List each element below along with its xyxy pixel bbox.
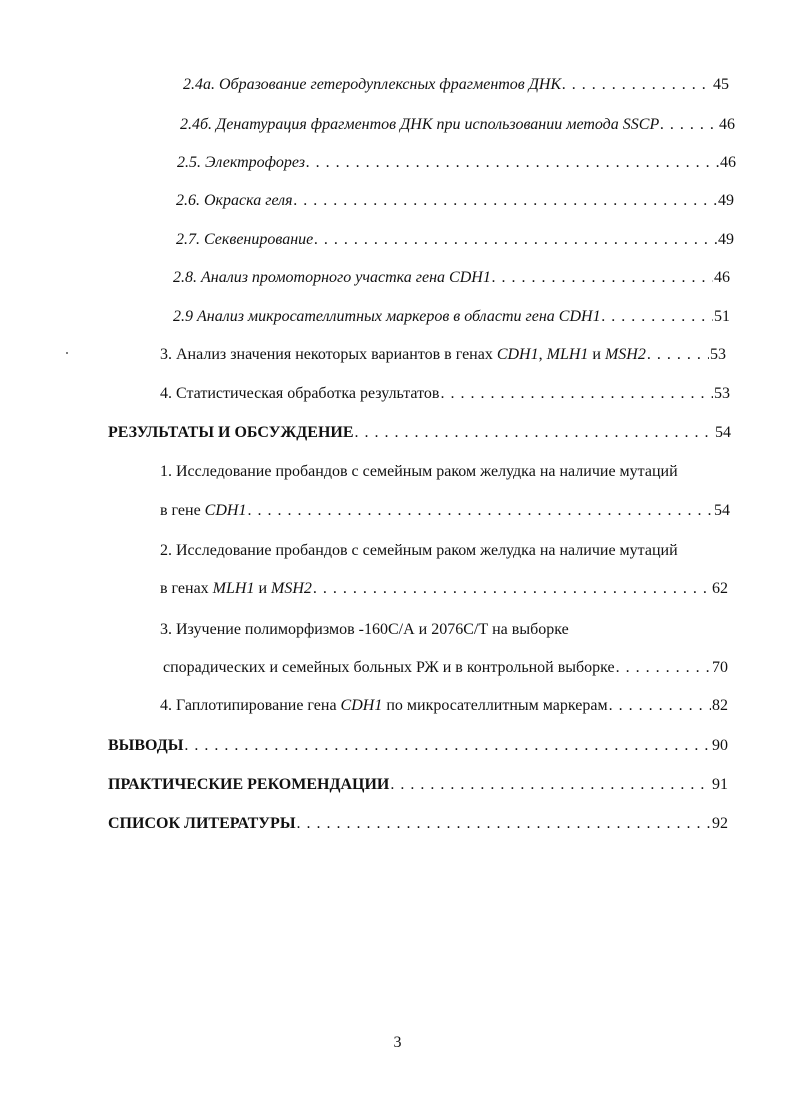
dot-leader (562, 75, 712, 95)
gene-name: MLH1 (212, 580, 255, 597)
toc-entry-page: 46 (714, 269, 730, 286)
separator: , (538, 346, 547, 363)
toc-entry-2-7 (176, 230, 734, 250)
dot-leader (492, 268, 713, 288)
toc-entry-prefix: в генах (160, 580, 213, 597)
toc-entry-text: 2.7. Секвенирование (176, 231, 314, 248)
toc-entry-text: ВЫВОДЫ (108, 737, 184, 754)
toc-entry-text (173, 307, 601, 327)
toc-entry-page: 92 (712, 815, 728, 832)
conjunction: и (254, 580, 272, 597)
dot-leader (602, 307, 713, 327)
toc-entry-r2-line1: 2. Исследование пробандов с семейным раком желудка на наличие мутаций (160, 542, 678, 559)
dot-leader (247, 501, 713, 521)
toc-entry-text: РЕЗУЛЬТАТЫ И ОБСУЖДЕНИЕ (108, 424, 354, 441)
toc-entry-2-5 (177, 153, 736, 173)
toc-entry-text: 2.4б. Денатурация фрагментов ДНК при использовании метода SSCP (180, 116, 660, 133)
dot-leader (355, 423, 714, 443)
toc-entry-text: 2.4а. Образование гетеродуплексных фрагментов ДНК (183, 76, 562, 93)
toc-entry-page: 46 (719, 116, 735, 133)
dot-leader (609, 696, 711, 716)
toc-entry-text: ПРАКТИЧЕСКИЕ РЕКОМЕНДАЦИИ (108, 776, 390, 793)
toc-entry-page: 45 (713, 76, 729, 93)
gene-name: CDH1 (340, 697, 383, 714)
toc-entry-page: 54 (715, 424, 731, 441)
dot-leader (313, 579, 711, 599)
toc-entry-page: 90 (712, 737, 728, 754)
dot-leader (314, 230, 717, 250)
toc-entry-text (160, 579, 312, 599)
toc-entry-page: 70 (712, 659, 728, 676)
toc-entry-text: спорадических и семейных больных РЖ и в контрольной выборке (163, 659, 615, 676)
toc-entry-suffix: по микросателлитным маркерам (382, 697, 608, 714)
toc-entry-r2 (160, 579, 728, 599)
toc-entry-text (160, 696, 608, 716)
toc-entry-r4 (160, 696, 728, 716)
toc-entry-page: 91 (712, 776, 728, 793)
gene-name: MSH2 (271, 580, 312, 597)
toc-entry-2-9 (173, 307, 730, 327)
gene-name: MSH2 (604, 346, 646, 363)
toc-entry-page: 53 (710, 346, 726, 363)
toc-entry-results (108, 423, 731, 443)
dot-leader (390, 775, 711, 795)
toc-entry-4 (160, 384, 730, 404)
toc-entry-r3-line1: 3. Изучение полиморфизмов -160С/А и 2076С/Т на выборке (160, 621, 569, 638)
page-number: 3 (393, 1034, 402, 1051)
toc-entry-text: СПИСОК ЛИТЕРАТУРЫ (108, 815, 296, 832)
toc-entry-text: 4. Статистическая обработка результатов (160, 385, 440, 402)
toc-entry-page: 49 (718, 231, 734, 248)
gene-name: CDH1 (204, 502, 247, 519)
toc-entry-page: 62 (712, 580, 728, 597)
toc-entry-page: 51 (714, 308, 730, 325)
toc-entry-2-8 (173, 268, 730, 288)
toc-entry-recommendations (108, 775, 728, 795)
toc-entry-page: 53 (714, 385, 730, 402)
toc-entry-text: 2.5. Электрофорез (177, 154, 305, 171)
dot-leader (184, 736, 711, 756)
dot-leader (306, 153, 719, 173)
toc-entry-prefix: в гене (160, 502, 205, 519)
toc-entry-text (160, 345, 646, 365)
toc-entry-text (160, 501, 246, 521)
speck-mark (66, 352, 68, 354)
gene-name: CDH1 (558, 308, 601, 325)
toc-entry-prefix: 4. Гаплотипирование гена (160, 697, 341, 714)
toc-entry-r1 (160, 501, 730, 521)
toc-entry-page: 49 (718, 192, 734, 209)
toc-entry-3 (160, 345, 726, 365)
toc-entry-2-6 (176, 191, 734, 211)
dot-leader (297, 814, 711, 834)
toc-entry-page: 46 (720, 154, 736, 171)
toc-entry-page: 82 (712, 697, 728, 714)
toc-entry-text: 2.6. Окраска геля (176, 192, 293, 209)
toc-entry-prefix: 3. Анализ значения некоторых вариантов в генах (160, 346, 497, 363)
gene-name: MLH1 (546, 346, 589, 363)
toc-entry-r1-line1: 1. Исследование пробандов с семейным раком желудка на наличие мутаций (160, 463, 678, 480)
toc-entry-prefix: 2.8. Анализ промоторного участка гена (173, 269, 450, 286)
toc-entry-page: 54 (714, 502, 730, 519)
dot-leader (660, 115, 718, 135)
conjunction: и (588, 346, 605, 363)
toc-entry-r3 (163, 658, 728, 678)
dot-leader (647, 345, 709, 365)
toc-entry-references (108, 814, 728, 834)
toc-entry-conclusions (108, 736, 728, 756)
gene-name: CDH1 (449, 269, 491, 286)
toc-entry-2-4a (183, 75, 729, 95)
dot-leader (616, 658, 711, 678)
toc-entry-2-4b (180, 115, 735, 135)
gene-name: CDH1 (496, 346, 539, 363)
dot-leader (440, 384, 713, 404)
toc-entry-text (173, 268, 491, 288)
toc-entry-prefix: 2.9 Анализ микросателлитных маркеров в области гена (173, 308, 559, 325)
dot-leader (294, 191, 717, 211)
